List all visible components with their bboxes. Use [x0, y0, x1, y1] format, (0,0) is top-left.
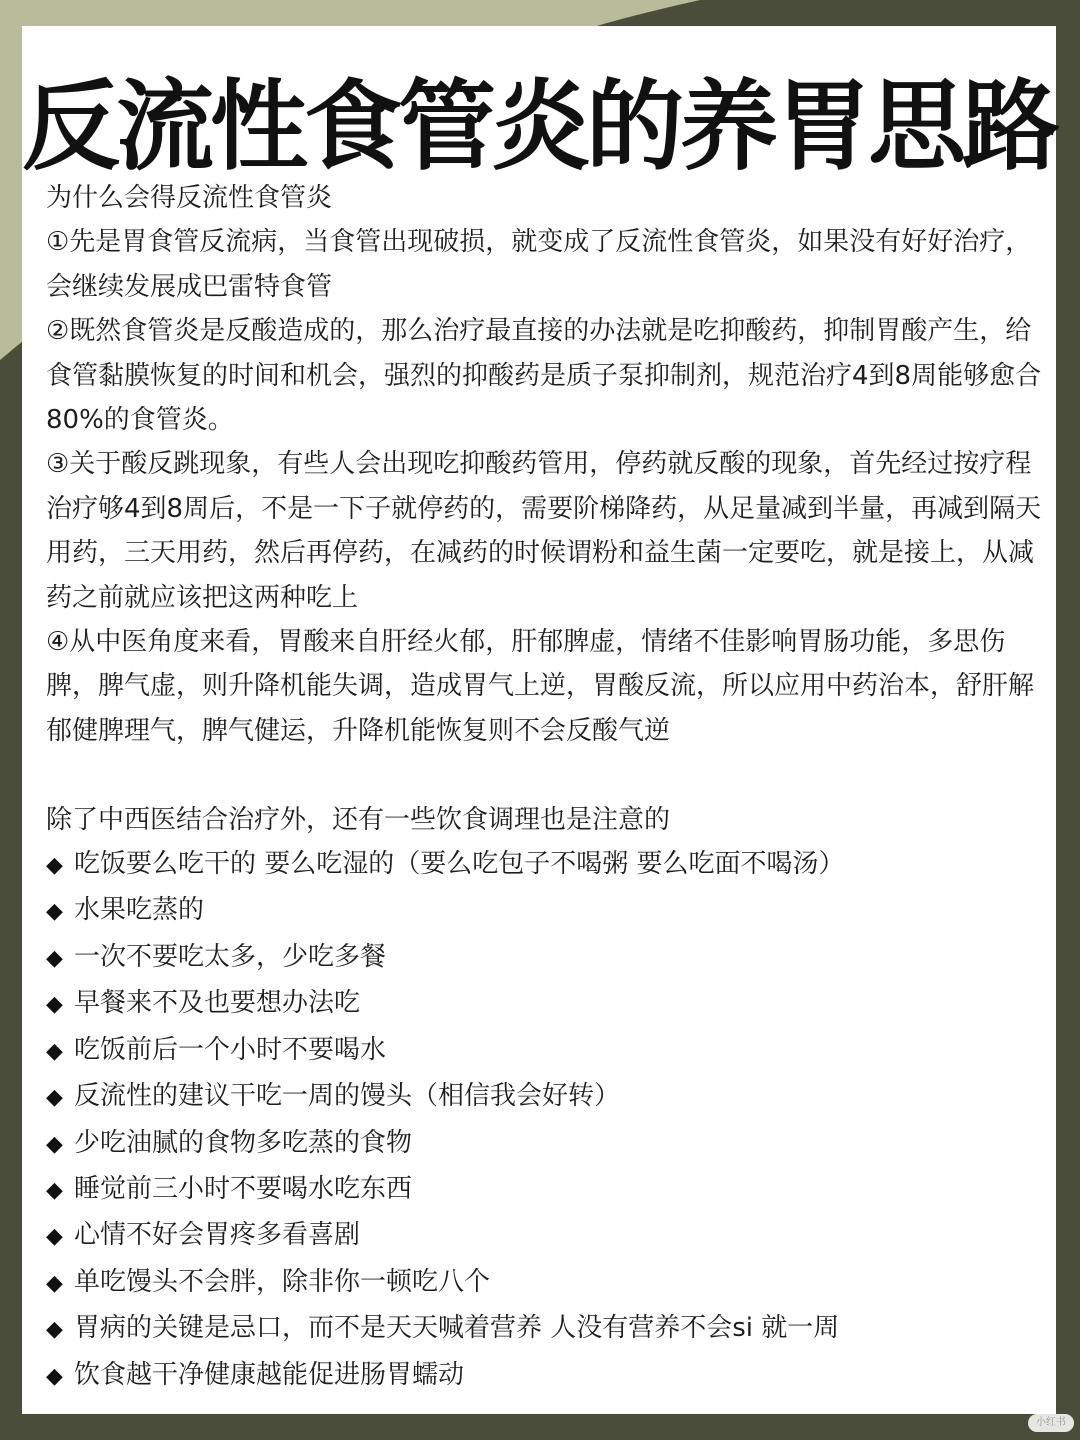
list-item: [46, 935, 1046, 981]
diet-tips-list: [46, 842, 1046, 1399]
list-item-text: 睡觉前三小时不要喝水吃东西: [74, 1173, 413, 1204]
list-item-text: 水果吃蒸的: [74, 895, 205, 926]
diamond-bullet-icon: ◆: [46, 1224, 63, 1250]
paragraph-4: ④从中医角度来看，胃酸来自肝经火郁，肝郁脾虚，情绪不佳影响胃肠功能，多思伤脾，脾气虚，则升降机能失调，造成胃气上逆，胃酸反流，所以应用中药治本，舒肝解郁健脾理气，脾气健运，升降机能恢复则不会反酸气逆: [46, 627, 1035, 746]
diamond-bullet-icon: ◆: [46, 1317, 63, 1343]
list-item: [46, 1121, 1046, 1167]
list-item-text: 单吃馒头不会胖，除非你一顿吃八个: [74, 1266, 491, 1297]
list-item: [46, 1213, 1046, 1259]
section-spacer: [46, 753, 1046, 797]
paragraph-3: ③关于酸反跳现象，有些人会出现吃抑酸药管用，停药就反酸的现象，首先经过按疗程治疗够4到8周后，不是一下子就停药的，需要阶梯降药，从足量减到半量，再减到隔天用药，三天用药，然后再停药，在减药的时候谓粉和益生菌一定要吃，就是接上，从减药之前就应该把这两种吃上: [46, 449, 1042, 613]
paragraph-1: ①先是胃食管反流病，当食管出现破损，就变成了反流性食管炎，如果没有好好治疗，会继续发展成巴雷特食管: [46, 227, 1032, 302]
list-item: [46, 1028, 1046, 1074]
section1-heading: 为什么会得反流性食管炎: [46, 183, 333, 213]
section2-heading: 除了中西医结合治疗外，还有一些饮食调理也是注意的: [46, 804, 671, 835]
diamond-bullet-icon: ◆: [46, 899, 63, 925]
diamond-bullet-icon: ◆: [46, 1038, 63, 1064]
list-item-text: 一次不要吃太多，少吃多餐: [74, 941, 387, 972]
list-item: [46, 981, 1046, 1027]
diamond-bullet-icon: ◆: [46, 1131, 63, 1157]
diamond-bullet-icon: ◆: [46, 945, 63, 971]
list-item-text: 饮食越干净健康越能促进肠胃蠕动: [74, 1359, 465, 1390]
list-item-text: 少吃油腻的食物多吃蒸的食物: [74, 1127, 413, 1158]
list-item: [46, 888, 1046, 934]
list-item: [46, 1353, 1046, 1399]
list-item: [46, 1306, 1046, 1352]
watermark-badge: 小红书: [1028, 1414, 1074, 1432]
list-item-text: 早餐来不及也要想办法吃: [74, 988, 361, 1019]
diamond-bullet-icon: ◆: [46, 992, 63, 1018]
list-item-text: 吃饭要么吃干的 要么吃湿的（要么吃包子不喝粥 要么吃面不喝汤）: [74, 849, 845, 880]
page-title: 反流性食管炎的养胃思路: [22, 72, 1057, 182]
diamond-bullet-icon: ◆: [46, 1085, 63, 1111]
list-item: [46, 842, 1046, 888]
diamond-bullet-icon: ◆: [46, 1177, 63, 1203]
diamond-bullet-icon: ◆: [46, 853, 63, 879]
paragraph-2: ②既然食管炎是反酸造成的，那么治疗最直接的办法就是吃抑酸药，抑制胃酸产生，给食管黏膜恢复的时间和机会，强烈的抑酸药是质子泵抑制剂，规范治疗4到8周能够愈合80%的食管炎。: [46, 316, 1042, 436]
list-item: [46, 1260, 1046, 1306]
list-item-text: 反流性的建议干吃一周的馒头（相信我会好转）: [74, 1081, 621, 1112]
list-item-text: 胃病的关键是忌口，而不是天天喊着营养 人没有营养不会si 就一周: [74, 1313, 840, 1344]
article-body: [46, 176, 1046, 1399]
diamond-bullet-icon: ◆: [46, 1363, 63, 1389]
list-item: [46, 1074, 1046, 1120]
list-item-text: 吃饭前后一个小时不要喝水: [74, 1034, 387, 1065]
list-item: [46, 1167, 1046, 1213]
list-item-text: 心情不好会胃疼多看喜剧: [74, 1220, 361, 1251]
diamond-bullet-icon: ◆: [46, 1270, 63, 1296]
